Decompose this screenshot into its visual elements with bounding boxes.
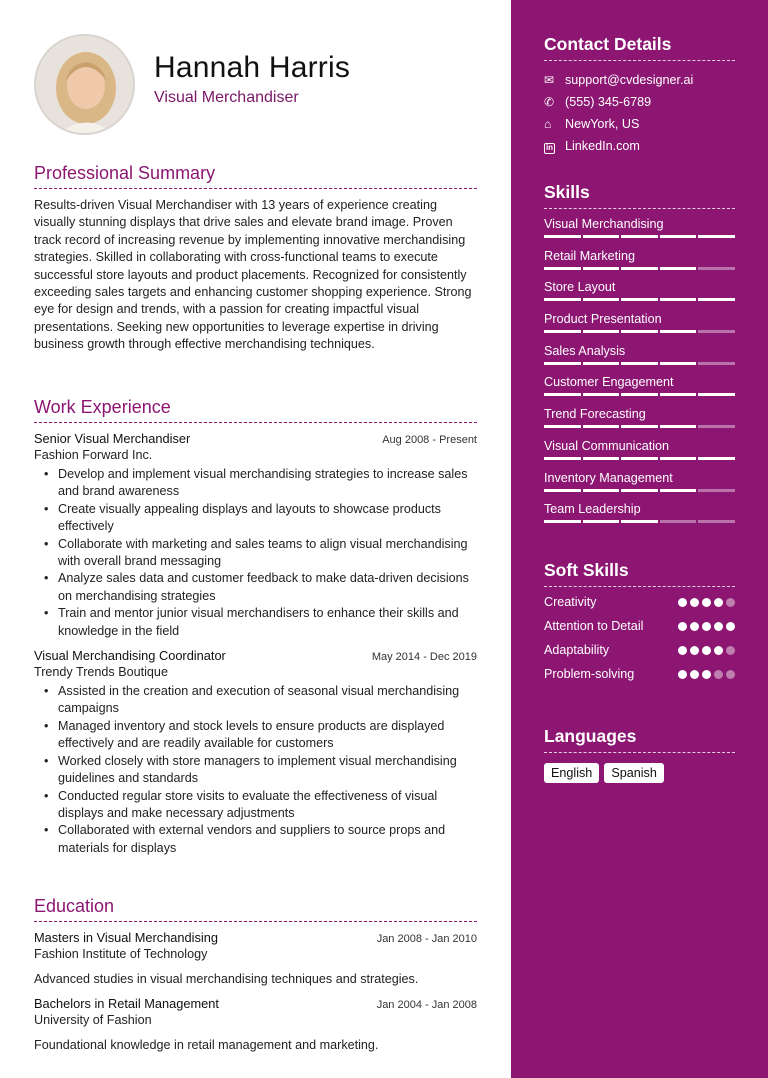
rating-dot [690, 598, 699, 607]
skill-level-segment [583, 267, 620, 270]
skill-label: Visual Merchandising [544, 217, 664, 231]
skill-level-segment [621, 235, 658, 238]
skill-item [544, 241, 735, 273]
skill-level-bar [544, 298, 735, 301]
skill-item [544, 463, 735, 495]
skill-item [544, 431, 735, 463]
rating-dot [678, 598, 687, 607]
section-title: Education [34, 896, 477, 922]
linkedin-icon: in [545, 142, 554, 152]
soft-skill-label: Problem-solving [544, 667, 635, 681]
soft-skill-rating [678, 618, 735, 631]
skill-level-segment [583, 425, 620, 428]
rating-dot [678, 646, 687, 655]
rating-dot [702, 598, 711, 607]
skill-level-bar [544, 330, 735, 333]
email-text: support@cvdesigner.ai [565, 73, 694, 87]
skill-label: Sales Analysis [544, 343, 626, 358]
education-date: Jan 2004 - Jan 2008 [376, 999, 477, 1011]
list-item: • Worked closely with store managers to implement visual merchandising guidelines and standards [34, 753, 477, 788]
skill-level-segment [660, 235, 697, 238]
rating-dot [690, 622, 699, 631]
degree: Masters in Visual Merchandising [34, 930, 218, 945]
rating-dot [726, 598, 735, 607]
skill-level-segment [621, 425, 658, 428]
rating-dot [702, 646, 711, 655]
work-experience-section [34, 397, 477, 865]
skill-label: Inventory Management [544, 470, 673, 485]
skill-level-segment [621, 330, 658, 333]
soft-skill-label: Creativity [544, 595, 597, 609]
professional-summary-section [34, 163, 477, 354]
skill-level-segment [621, 362, 658, 365]
language-list [544, 763, 735, 783]
rating-dot [714, 670, 723, 679]
rating-dot [714, 598, 723, 607]
skill-label: Store Layout [544, 280, 616, 295]
soft-skill-rating [678, 666, 735, 679]
soft-skill-item [544, 618, 735, 635]
skill-level-segment [544, 267, 581, 270]
skill-level-segment [698, 489, 735, 492]
skill-level-segment [544, 235, 581, 238]
skill-level-segment [544, 457, 581, 460]
education-description: Advanced studies in visual merchandising techniques and strategies. [34, 972, 419, 986]
skill-level-segment [621, 520, 658, 523]
job-bullets [34, 466, 477, 640]
header [34, 0, 477, 150]
candidate-role: Visual Merchandiser [154, 89, 299, 106]
skill-level-segment [698, 298, 735, 301]
skill-level-segment [621, 393, 658, 396]
rating-dot [678, 622, 687, 631]
contact-location [544, 113, 735, 135]
skill-level-segment [583, 298, 620, 301]
location-text: NewYork, US [565, 117, 640, 131]
rating-dot [726, 646, 735, 655]
list-item: • Analyze sales data and customer feedback to make data-driven decisions on merchandising strategies [34, 570, 477, 605]
skill-level-segment [698, 362, 735, 365]
job-title: Visual Merchandising Coordinator [34, 648, 226, 664]
section-title: Languages [544, 726, 735, 753]
skill-level-segment [698, 235, 735, 238]
candidate-name: Hannah Harris [154, 51, 351, 84]
rating-dot [726, 670, 735, 679]
skill-level-bar [544, 425, 735, 428]
skill-level-bar [544, 362, 735, 365]
skill-level-bar [544, 393, 735, 396]
skill-level-segment [544, 362, 581, 365]
section-title: Skills [544, 182, 735, 209]
skill-level-segment [621, 489, 658, 492]
skill-level-segment [660, 330, 697, 333]
skill-level-segment [698, 520, 735, 523]
skill-label: Retail Marketing [544, 248, 635, 263]
rating-dot [702, 670, 711, 679]
list-item: • Collaborated with external vendors and suppliers to source props and materials for displays [34, 822, 477, 857]
skill-level-segment [660, 457, 697, 460]
skill-level-bar [544, 489, 735, 492]
skill-level-segment [698, 330, 735, 333]
skill-label: Team Leadership [544, 502, 641, 517]
avatar-portrait [36, 36, 135, 135]
rating-dot [726, 622, 735, 631]
education-description: Foundational knowledge in retail management and marketing. [34, 1038, 379, 1052]
contact-linkedin[interactable] [544, 135, 735, 157]
summary-text: Results-driven Visual Merchandiser with 13 years of experience creating visually stunning displays that drive sales and elevate brand image. Proven track record of increasing revenue by implementing innovative merchandising strategies. Skilled in collaborating with cross-functional teams to execute successful store layouts and product placements. Recognized for consistently exceeding sales targets and enhancing customer shopping experience. Strong eye for design and trends, with a passion for creating impactful visual presentations. Seeking new opportunities to leverage expertise in driving business growth through effective merchandising techniques. [34, 198, 472, 352]
skill-level-segment [544, 520, 581, 523]
language-badge: English [544, 763, 599, 783]
school: University of Fashion [34, 1013, 152, 1027]
soft-skill-label: Adaptability [544, 643, 610, 657]
education-date: Jan 2008 - Jan 2010 [376, 933, 477, 945]
skill-level-segment [544, 425, 581, 428]
soft-skill-item [544, 666, 735, 683]
skill-item [544, 367, 735, 399]
list-item: • Develop and implement visual merchandising strategies to increase sales and brand awareness [34, 466, 477, 501]
sidebar [511, 0, 768, 1078]
skill-label: Product Presentation [544, 312, 662, 327]
soft-skill-item [544, 642, 735, 659]
soft-skills-list [544, 594, 735, 683]
job-entry [34, 431, 477, 640]
skill-item [544, 399, 735, 431]
rating-dot [678, 670, 687, 679]
skill-item [544, 272, 735, 304]
skill-level-segment [544, 393, 581, 396]
soft-skill-item [544, 594, 735, 611]
skill-level-segment [621, 267, 658, 270]
skill-level-segment [544, 298, 581, 301]
rating-dot [714, 622, 723, 631]
contact-section [544, 34, 735, 157]
list-item: • Managed inventory and stock levels to ensure products are displayed effectively and are readily available for customers [34, 718, 477, 753]
soft-skill-label: Attention to Detail [544, 619, 644, 633]
skill-level-bar [544, 267, 735, 270]
school: Fashion Institute of Technology [34, 947, 208, 961]
section-title: Professional Summary [34, 163, 477, 189]
section-title: Contact Details [544, 34, 735, 61]
education-section [34, 896, 477, 1062]
education-entry [34, 996, 477, 1052]
skill-level-segment [660, 362, 697, 365]
skill-item [544, 336, 735, 368]
rating-dot [714, 646, 723, 655]
skill-label: Customer Engagement [544, 375, 674, 390]
list-item: • Train and mentor junior visual merchandisers to enhance their skills and knowledge in the field [34, 605, 477, 640]
skill-item [544, 209, 735, 241]
languages-section [544, 726, 735, 783]
job-date: May 2014 - Dec 2019 [371, 651, 477, 664]
skill-level-segment [544, 330, 581, 333]
phone-text: (555) 345-6789 [565, 95, 652, 109]
skill-level-segment [583, 330, 620, 333]
rating-dot [702, 622, 711, 631]
list-item: • Create visually appealing displays and layouts to showcase products effectively [34, 501, 477, 536]
soft-skills-section [544, 560, 735, 683]
linkedin-text: LinkedIn.com [565, 139, 640, 153]
list-item: • Assisted in the creation and execution of seasonal visual merchandising campaigns [34, 683, 477, 718]
envelope-icon: ✉ [544, 73, 555, 87]
contact-phone[interactable] [544, 91, 735, 113]
job-entry [34, 648, 477, 857]
skill-level-segment [698, 393, 735, 396]
skill-level-segment [660, 520, 697, 523]
skill-level-bar [544, 520, 735, 523]
skill-level-segment [621, 457, 658, 460]
skill-level-segment [698, 425, 735, 428]
skill-label: Visual Communication [544, 438, 670, 453]
rating-dot [690, 646, 699, 655]
education-entry [34, 930, 477, 986]
skill-level-segment [544, 489, 581, 492]
list-item: • Collaborate with marketing and sales teams to align visual merchandising with overall brand messaging [34, 536, 477, 571]
section-title: Soft Skills [544, 560, 735, 587]
skill-level-segment [583, 520, 620, 523]
soft-skill-rating [678, 594, 735, 607]
skill-level-segment [660, 393, 697, 396]
skill-level-segment [621, 298, 658, 301]
skill-label: Trend Forecasting [544, 407, 646, 422]
skill-level-segment [698, 267, 735, 270]
skill-level-segment [660, 298, 697, 301]
skills-section [544, 182, 735, 526]
skill-level-segment [583, 235, 620, 238]
rating-dot [690, 670, 699, 679]
skill-level-segment [583, 362, 620, 365]
home-icon: ⌂ [544, 117, 552, 131]
job-company: Trendy Trends Boutique [34, 665, 168, 680]
skill-level-segment [583, 393, 620, 396]
skill-level-bar [544, 235, 735, 238]
phone-icon: ✆ [544, 95, 555, 109]
skill-level-segment [660, 267, 697, 270]
skill-level-segment [660, 425, 697, 428]
skill-level-segment [583, 457, 620, 460]
section-title: Work Experience [34, 397, 477, 423]
degree: Bachelors in Retail Management [34, 996, 219, 1011]
job-bullets [34, 683, 477, 857]
contact-email[interactable] [544, 69, 735, 91]
skill-level-segment [583, 489, 620, 492]
list-item: • Conducted regular store visits to evaluate the effectiveness of visual displays and make necessary adjustments [34, 788, 477, 823]
skill-item [544, 494, 735, 526]
soft-skill-rating [678, 642, 735, 655]
skill-level-bar [544, 457, 735, 460]
job-company: Fashion Forward Inc. [34, 448, 153, 462]
skill-item [544, 304, 735, 336]
language-badge: Spanish [604, 763, 664, 783]
skills-list [544, 209, 735, 526]
avatar [34, 34, 135, 135]
skill-level-segment [660, 489, 697, 492]
job-title: Senior Visual Merchandiser [34, 431, 191, 446]
skill-level-segment [698, 457, 735, 460]
job-date: Aug 2008 - Present [382, 434, 477, 446]
